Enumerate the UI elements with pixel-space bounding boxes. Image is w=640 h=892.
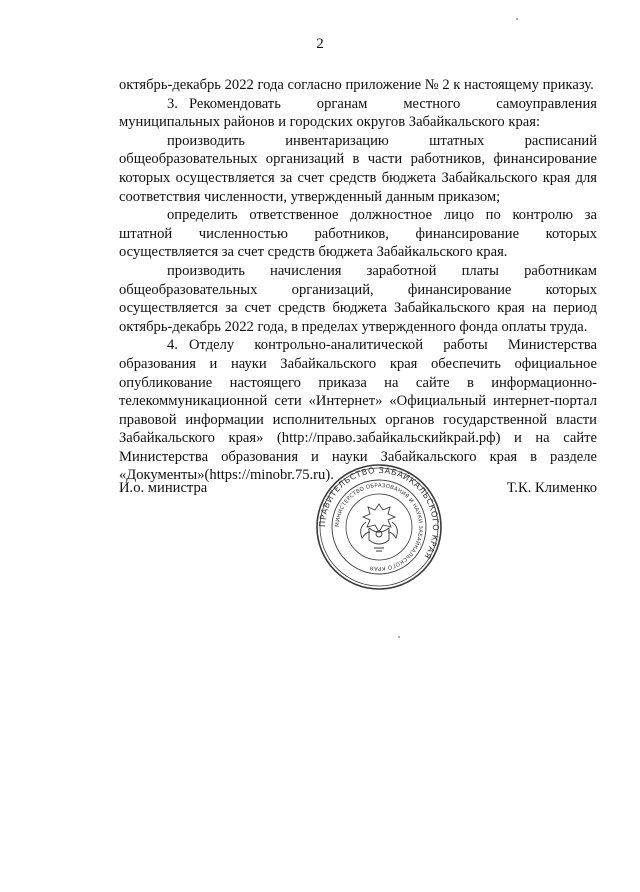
signer-title: И.о. министра [119, 480, 208, 496]
seal-inner-textpath: МИНИСТЕРСТВО ОБРАЗОВАНИЯ И НАУКИ ЗАБАЙКАЛЬСКОГО КРАЯ [334, 482, 424, 572]
seal-inner-text [335, 483, 423, 571]
document-body [119, 76, 597, 485]
scan-speck [398, 636, 400, 638]
paragraph-responsible-person: определить ответственное должностное лицо по контролю за штатной численностью работников, финансирование которых осуществляется за счет средств бюджета Забайкальского края. [119, 207, 597, 261]
paragraph-inventory: производить инвентаризацию штатных расписаний общеобразовательных организаций в части работников, финансирование которых осуществляется за счет средств бюджета Забайкальского края для соответствия численности, утвержденный данным приказом; [119, 132, 597, 205]
item-number-4: 4. [167, 337, 178, 354]
signer-name: Т.К. Клименко [506, 480, 597, 496]
coat-of-arms-emblem [361, 504, 398, 551]
page-number: 2 [316, 36, 324, 52]
seal-outer-text [317, 465, 441, 561]
official-seal-stamp [314, 462, 444, 592]
item-4-text: Отделу контрольно-аналитической работы Министерства образования и науки Забайкальского края обеспечить официальное опубликование настоящего приказа на сайте в информационно-телекоммуникационной сети «Интернет» «Официальный интернет-портал правовой информации исполнительных органов государственной власти Забайкальского края» (http://право.забайкальскийкрай.рф) и на сайте Министерства образования и науки Забайкальского края в разделе «Документы»(https://minobr.75.ru). [119, 337, 597, 484]
item-number-3: 3. [167, 95, 178, 112]
paragraph-item-3 [119, 95, 597, 132]
scan-speck [516, 18, 518, 20]
seal-graphic [314, 462, 444, 592]
paragraph-continuation: октябрь-декабрь 2022 года согласно приложение № 2 к настоящему приказу. [119, 77, 594, 93]
paragraph-salary: производить начисления заработной платы работникам общеобразовательных организаций, финансирование которых осуществляется за счет средств бюджета Забайкальского края на период октябрь-декабрь 2022 года, в пределах утвержденного фонда оплаты труда. [119, 262, 597, 335]
seal-outer-textpath: ПРАВИТЕЛЬСТВО ЗАБАЙКАЛЬСКОГО КРАЯ [316, 464, 442, 562]
item-3-text: Рекомендовать органам местного самоуправления муниципальных районов и городских округов Забайкальского края: [119, 95, 597, 131]
